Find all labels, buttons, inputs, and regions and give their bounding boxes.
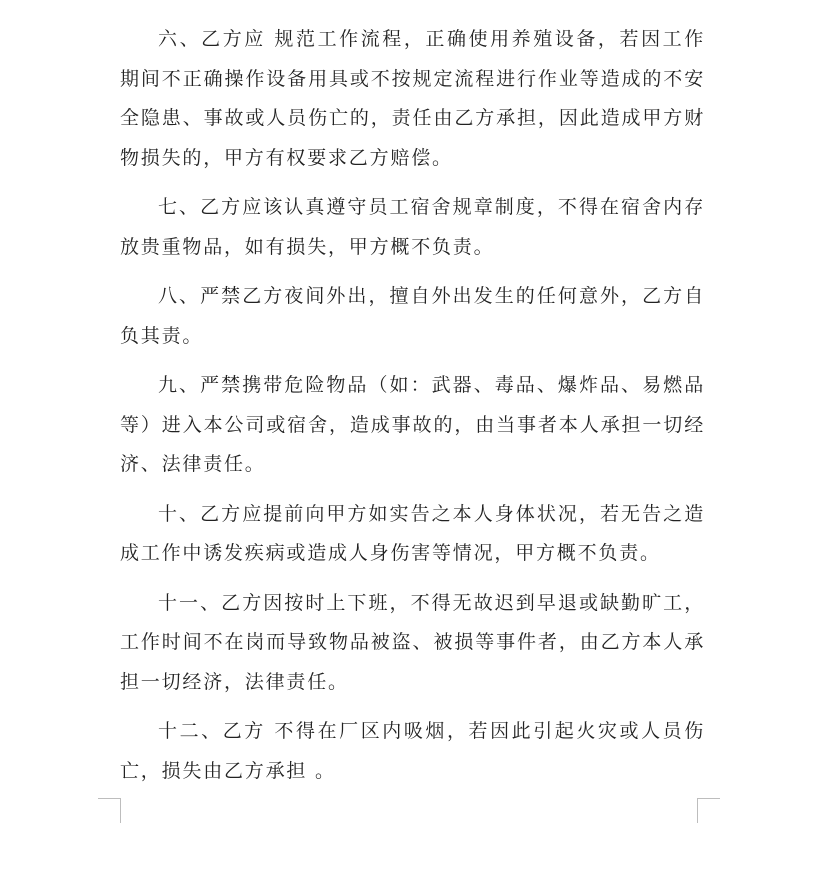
clause-7: 七、乙方应该认真遵守员工宿舍规章制度，不得在宿舍内存放贵重物品，如有损失，甲方概不负责。 bbox=[120, 196, 705, 258]
clause-9: 九、严禁携带危险物品（如：武器、毒品、爆炸品、易燃品等）进入本公司或宿舍，造成事故的，由当事者本人承担一切经济、法律责任。 bbox=[120, 374, 705, 475]
page-margin-corner-left bbox=[98, 798, 121, 823]
clause-12: 十二、乙方 不得在厂区内吸烟，若因此引起火灾或人员伤亡，损失由乙方承担 。 bbox=[120, 720, 705, 782]
clause-6: 六、乙方应 规范工作流程，正确使用养殖设备，若因工作期间不正确操作设备用具或不按规定流程进行作业等造成的不安全隐患、事故或人员伤亡的，责任由乙方承担，因此造成甲方财物损失的，甲方有权要求乙方赔偿。 bbox=[120, 28, 705, 169]
document-body bbox=[120, 20, 705, 801]
page-margin-corner-right bbox=[697, 798, 720, 823]
clause-8: 八、严禁乙方夜间外出，擅自外出发生的任何意外，乙方自负其责。 bbox=[120, 285, 705, 347]
clause-10: 十、乙方应提前向甲方如实告之本人身体状况，若无告之造成工作中诱发疾病或造成人身伤害等情况，甲方概不负责。 bbox=[120, 502, 705, 564]
clause-11: 十一、乙方因按时上下班，不得无故迟到早退或缺勤旷工，工作时间不在岗而导致物品被盗、被损等事件者，由乙方本人承担一切经济，法律责任。 bbox=[120, 591, 705, 693]
